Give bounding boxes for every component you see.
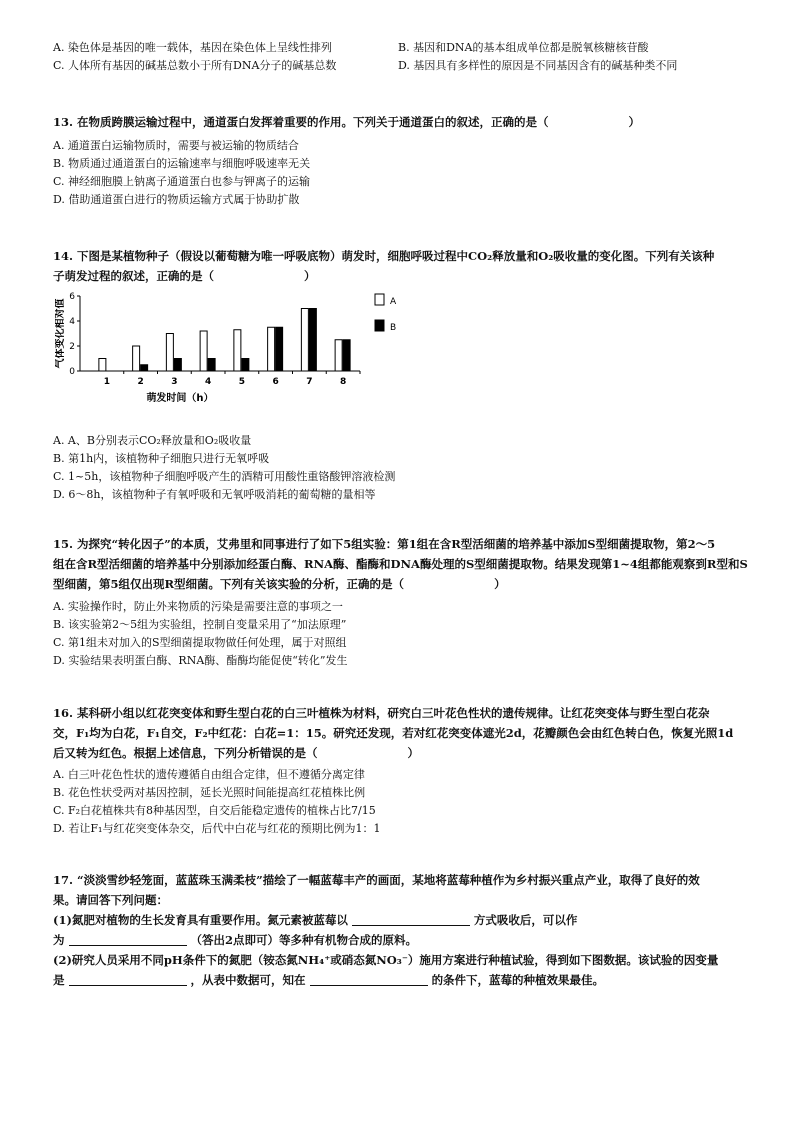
q17-stem-line1: 17. “淡淡雪纱轻笼面，蓝蓝珠玉满柔枝”描绘了一幅蓝莓丰产的画面，某地将蓝莓种植作为乡村振兴重点产业，取得了良好的效 (53, 873, 700, 887)
bar-B-2 (141, 365, 148, 371)
chart-bars (99, 309, 350, 372)
answer-blank[interactable] (404, 578, 494, 590)
q14-paren: ） (304, 269, 316, 283)
bar-A-5 (234, 330, 241, 371)
y-tick-label: 2 (69, 342, 75, 352)
x-tick-label: 8 (339, 377, 347, 387)
x-tick-label: 7 (306, 377, 313, 387)
q15-option-c: C. 第1组未对加入的S型细菌提取物做任何处理，属于对照组 (53, 636, 347, 649)
q13-option-b: B. 物质通过通道蛋白的运输速率与细胞呼吸速率无关 (53, 157, 311, 170)
answer-blank[interactable] (214, 270, 304, 282)
legend-swatch-B (375, 320, 384, 331)
q15-option-b: B. 该实验第2～5组为实验组，控制自变量采用了“加法原理” (53, 618, 347, 631)
q16-stem-line1: 16. 某科研小组以红花突变体和野生型白花的白三叶植株为材料，研究白三叶花色性状的遗传规律。让红花突变体与野生型白花杂 (53, 706, 710, 720)
q16-stem-line3-text: 后又转为红色。根据上述信息，下列分析错误的是（ (53, 746, 318, 760)
q15-stem-line3 (53, 574, 743, 594)
q17-part1-line1 (53, 910, 743, 930)
q14-stem-line2-text: 子萌发过程的叙述，正确的是（ (53, 269, 214, 283)
legend-label-A: A (390, 297, 397, 307)
q14-option-d: D. 6～8h，该植物种子有氧呼吸和无氧呼吸消耗的葡萄糖的量相等 (53, 488, 376, 501)
answer-blank[interactable] (549, 116, 629, 128)
bar-B-8 (343, 340, 350, 371)
q16-option-c: C. F₂白花植株共有8种基因型，自交后能稳定遗传的植株占比7/15 (53, 804, 376, 817)
y-axis-label: 气体变化相对值 (55, 298, 66, 369)
bar-B-7 (309, 309, 316, 372)
answer-blank[interactable] (318, 747, 408, 759)
q17-p2d: 的条件下，蓝莓的种植效果最佳。 (431, 973, 605, 987)
q17-p2c: ，从表中数据可，知在 (190, 973, 306, 987)
legend-swatch-A (375, 294, 384, 305)
q15-option-a: A. 实验操作时，防止外来物质的污染是需要注意的事项之一 (53, 600, 343, 613)
q17-blank-dependent-variable[interactable] (69, 973, 187, 986)
bar-B-3 (174, 359, 181, 372)
q16-stem-line3 (53, 743, 743, 763)
q13-option-d: D. 借助通道蛋白进行的物质运输方式属于协助扩散 (53, 193, 300, 206)
x-tick-label: 5 (238, 377, 246, 387)
bar-A-2 (133, 346, 140, 371)
x-tick-label: 4 (204, 377, 212, 387)
q17-p2b: 是 (53, 973, 65, 987)
q12-option-a: A. 染色体是基因的唯一载体，基因在染色体上呈线性排列 (53, 41, 332, 54)
q16-paren: ） (407, 746, 419, 760)
q15-stem (53, 534, 748, 594)
q13-option-a: A. 通道蛋白运输物质时，需要与被运输的物质结合 (53, 139, 299, 152)
x-tick-label: 6 (272, 377, 279, 387)
q17-stem-line2: 果。请回答下列问题： (53, 893, 168, 907)
bar-A-8 (335, 340, 342, 371)
q14-stem-line1: 14. 下图是某植物种子（假设以葡萄糖为唯一呼吸底物）萌发时，细胞呼吸过程中CO₂释放量和O₂吸收量的变化图。下列有关该种 (53, 249, 715, 263)
x-tick-label: 2 (137, 377, 144, 387)
q17-part2-line2 (53, 970, 743, 990)
q14-bar-chart (55, 286, 415, 406)
q13-stem-text: 13. 在物质跨膜运输过程中，通道蛋白发挥着重要的作用。下列关于通道蛋白的叙述，正确的是（ (53, 115, 549, 129)
q12-option-c: C. 人体所有基因的碱基总数小于所有DNA分子的碱基总数 (53, 59, 337, 72)
q17-stem (53, 870, 743, 990)
q14-option-a: A. A、B分别表示CO₂释放量和O₂吸收量 (53, 434, 252, 447)
q12-option-d: D. 基因具有多样性的原因是不同基因含有的碱基种类不同 (398, 59, 678, 72)
q15-stem-line1: 15. 为探究“转化因子”的本质，艾弗里和同事进行了如下5组实验：第1组在含R型活细菌的培养基中添加S型细菌提取物，第2～5 (53, 537, 716, 551)
q17-part2-line1: (2)研究人员采用不同pH条件下的氮肥（铵态氮NH₄⁺或硝态氮NO₃⁻）施用方案进行种植试验，得到如下图数据。该试验的因变量 (53, 953, 719, 967)
q17-p1b: 方式吸收后，可以作 (473, 913, 578, 927)
bar-B-5 (242, 359, 249, 372)
q16-option-d: D. 若让F₁与红花突变体杂交，后代中白花与红花的预期比例为1：1 (53, 822, 381, 835)
q17-p1d: （答出2点即可）等多种有机物合成的原料。 (190, 933, 418, 947)
q15-stem-line3-text: 型细菌，第5组仅出现R型细菌。下列有关该实验的分析，正确的是（ (53, 577, 405, 591)
bar-A-3 (166, 334, 173, 372)
legend-label-B: B (390, 323, 397, 333)
q14-option-c: C. 1~5h，该植物种子细胞呼吸产生的酒精可用酸性重铬酸钾溶液检测 (53, 470, 396, 483)
x-axis-label: 萌发时间（h） (146, 393, 214, 404)
q15-paren: ） (494, 577, 506, 591)
q15-option-d: D. 实验结果表明蛋白酶、RNA酶、酯酶均能促使“转化”发生 (53, 654, 348, 667)
q17-p1a: (1)氮肥对植物的生长发育具有重要作用。氮元素被蓝莓以 (53, 913, 348, 927)
chart-legend (375, 294, 397, 333)
q16-stem-line2: 交，F₁均为白花，F₁自交，F₂中红花：白花=1：15。研究还发现，若对红花突变体遮光2d，花瓣颜色会由红色转白色，恢复光照1d (53, 726, 734, 740)
y-tick-label: 6 (69, 292, 75, 302)
q17-blank-organics[interactable] (69, 933, 187, 946)
q17-blank-best-condition[interactable] (310, 973, 428, 986)
q14-stem-line2 (53, 266, 743, 286)
q13-paren: ） (628, 115, 641, 129)
bar-A-1 (99, 359, 106, 372)
y-tick-label: 0 (69, 367, 75, 377)
q17-part1-line2 (53, 930, 743, 950)
bar-B-6 (276, 327, 283, 371)
bar-A-7 (301, 309, 308, 372)
q16-option-b: B. 花色性状受两对基因控制，延长光照时间能提高红花植株比例 (53, 786, 366, 799)
q17-blank-absorption[interactable] (352, 913, 470, 926)
q13-stem (53, 112, 743, 132)
q16-option-a: A. 白三叶花色性状的遗传遵循自由组合定律，但不遵循分离定律 (53, 768, 365, 781)
chart-axes (77, 296, 360, 374)
q17-p1c: 为 (53, 933, 65, 947)
q12-option-b: B. 基因和DNA的基本组成单位都是脱氧核糖核苷酸 (398, 41, 649, 54)
q14-stem (53, 246, 743, 286)
q13-option-c: C. 神经细胞膜上钠离子通道蛋白也参与钾离子的运输 (53, 175, 311, 188)
x-tick-label: 3 (171, 377, 178, 387)
bar-A-6 (268, 327, 275, 371)
bar-A-4 (200, 331, 207, 371)
x-tick-label: 1 (103, 377, 111, 387)
bar-B-4 (208, 359, 215, 372)
y-tick-label: 4 (69, 317, 75, 327)
q16-stem (53, 703, 743, 763)
q15-stem-line2: 组在含R型活细菌的培养基中分别添加经蛋白酶、RNA酶、酯酶和DNA酶处理的S型细菌提取物。结果发现第1~4组都能观察到R型和S (53, 557, 748, 571)
q14-option-b: B. 第1h内，该植物种子细胞只进行无氧呼吸 (53, 452, 270, 465)
